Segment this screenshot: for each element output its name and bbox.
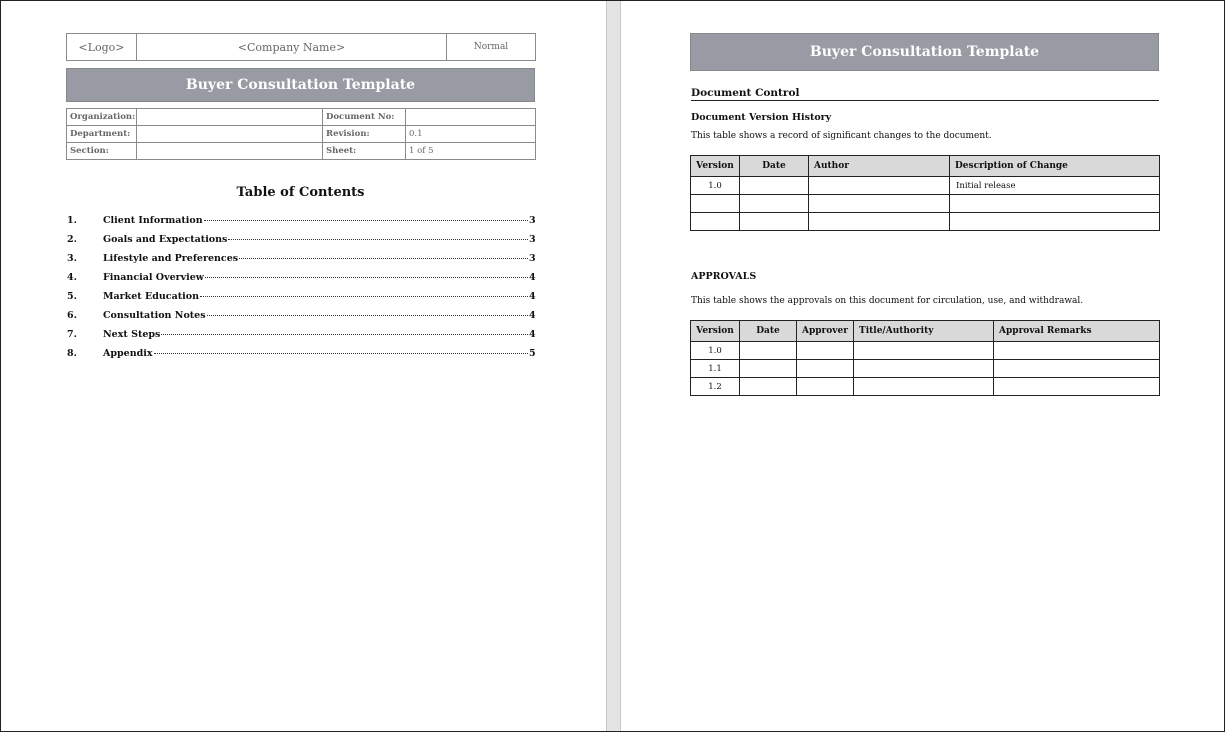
toc-leader: [228, 239, 528, 240]
toc-page: 4: [529, 291, 536, 302]
toc-number: 6.: [67, 310, 77, 321]
table-cell: [740, 177, 809, 195]
meta-label: Department:: [67, 126, 137, 143]
page-1: [1, 1, 606, 731]
meta-value: 0.1: [406, 126, 536, 143]
table-row: [691, 177, 1160, 195]
meta-value: [137, 109, 323, 126]
toc-number: 3.: [67, 253, 77, 264]
toc-page: 3: [529, 253, 536, 264]
toc-title[interactable]: Financial Overview: [103, 272, 204, 283]
meta-row: [67, 143, 536, 160]
toc-page: 4: [529, 272, 536, 283]
meta-label: Sheet:: [323, 143, 406, 160]
table-cell: 1.0: [691, 342, 740, 360]
table-cell: [854, 378, 994, 396]
meta-row: [67, 126, 536, 143]
meta-value: [137, 126, 323, 143]
column-header: Approval Remarks: [994, 321, 1160, 342]
table-cell: [740, 195, 809, 213]
toc-page: 3: [529, 234, 536, 245]
toc-leader: [200, 296, 528, 297]
toc-entry[interactable]: [67, 329, 535, 348]
column-header: Date: [740, 321, 797, 342]
column-header: Version: [691, 156, 740, 177]
page-2: [621, 1, 1224, 731]
table-cell: [950, 195, 1160, 213]
table-cell: [740, 213, 809, 231]
toc-leader: [207, 315, 528, 316]
toc-page: 3: [529, 215, 536, 226]
table-cell: [740, 360, 797, 378]
table-cell: [994, 378, 1160, 396]
toc-number: 5.: [67, 291, 77, 302]
table-cell: [797, 378, 854, 396]
meta-row: [67, 109, 536, 126]
logo-placeholder: <Logo>: [67, 34, 137, 61]
table-row: [691, 213, 1160, 231]
table-cell: [854, 360, 994, 378]
meta-value: [137, 143, 323, 160]
toc-entry[interactable]: [67, 310, 535, 329]
toc-number: 2.: [67, 234, 77, 245]
toc-title[interactable]: Next Steps: [103, 329, 161, 340]
toc-entry[interactable]: [67, 215, 535, 234]
table-cell: [994, 342, 1160, 360]
toc-title[interactable]: Client Information: [103, 215, 203, 226]
toc-title[interactable]: Goals and Expectations: [103, 234, 228, 245]
table-row: [691, 195, 1160, 213]
version-history-description: This table shows a record of significant changes to the document.: [691, 131, 992, 141]
toc-leader: [161, 334, 528, 335]
column-header: Description of Change: [950, 156, 1160, 177]
toc-leader: [154, 353, 528, 354]
table-cell: [994, 360, 1160, 378]
meta-label: Revision:: [323, 126, 406, 143]
meta-label: Section:: [67, 143, 137, 160]
toc-leader: [239, 258, 528, 259]
toc-leader: [205, 277, 528, 278]
document-control-heading: Document Control: [691, 87, 1159, 101]
toc-title[interactable]: Consultation Notes: [103, 310, 206, 321]
table-header-row: [691, 156, 1160, 177]
table-cell: [740, 342, 797, 360]
toc-title[interactable]: Market Education: [103, 291, 199, 302]
page-gutter: [606, 1, 621, 731]
toc-page: 4: [529, 329, 536, 340]
meta-label: Organization:: [67, 109, 137, 126]
table-cell: [809, 213, 950, 231]
approvals-heading: APPROVALS: [691, 271, 757, 282]
style-label: Normal: [447, 34, 536, 61]
toc-entry[interactable]: [67, 234, 535, 253]
meta-label: Document No:: [323, 109, 406, 126]
table-cell: [809, 195, 950, 213]
table-cell: [797, 360, 854, 378]
table-row: [691, 360, 1160, 378]
meta-value: [406, 109, 536, 126]
document-meta-table: [66, 108, 536, 160]
column-header: Author: [809, 156, 950, 177]
meta-value: 1 of 5: [406, 143, 536, 160]
document-title-bar: Buyer Consultation Template: [66, 68, 535, 102]
column-header: Version: [691, 321, 740, 342]
approvals-table: [690, 320, 1160, 396]
table-cell: [950, 213, 1160, 231]
table-cell: [740, 378, 797, 396]
toc-page: 4: [529, 310, 536, 321]
table-cell: [809, 177, 950, 195]
column-header: Date: [740, 156, 809, 177]
table-header-row: [691, 321, 1160, 342]
toc-title[interactable]: Lifestyle and Preferences: [103, 253, 239, 264]
table-row: [691, 378, 1160, 396]
table-cell: [691, 213, 740, 231]
table-of-contents: [67, 215, 535, 367]
table-cell: 1.0: [691, 177, 740, 195]
table-cell: [691, 195, 740, 213]
version-history-table: [690, 155, 1160, 231]
toc-heading: Table of Contents: [236, 185, 365, 200]
toc-entry[interactable]: [67, 348, 535, 367]
approvals-description: This table shows the approvals on this document for circulation, use, and withdrawal.: [691, 296, 1084, 306]
toc-page: 5: [529, 348, 536, 359]
column-header: Title/Authority: [854, 321, 994, 342]
toc-number: 4.: [67, 272, 77, 283]
table-cell: 1.1: [691, 360, 740, 378]
table-cell: [797, 342, 854, 360]
document-title-bar: Buyer Consultation Template: [690, 33, 1159, 71]
toc-leader: [204, 220, 528, 221]
toc-number: 1.: [67, 215, 77, 226]
table-row: [691, 342, 1160, 360]
table-cell: Initial release: [950, 177, 1160, 195]
toc-entry[interactable]: [67, 291, 535, 310]
toc-entry[interactable]: [67, 272, 535, 291]
toc-number: 8.: [67, 348, 77, 359]
toc-title[interactable]: Appendix: [103, 348, 153, 359]
toc-number: 7.: [67, 329, 77, 340]
column-header: Approver: [797, 321, 854, 342]
toc-entry[interactable]: [67, 253, 535, 272]
table-cell: [854, 342, 994, 360]
company-name-placeholder: <Company Name>: [137, 34, 447, 61]
version-history-heading: Document Version History: [691, 112, 832, 123]
header-table: [66, 33, 536, 61]
table-cell: 1.2: [691, 378, 740, 396]
